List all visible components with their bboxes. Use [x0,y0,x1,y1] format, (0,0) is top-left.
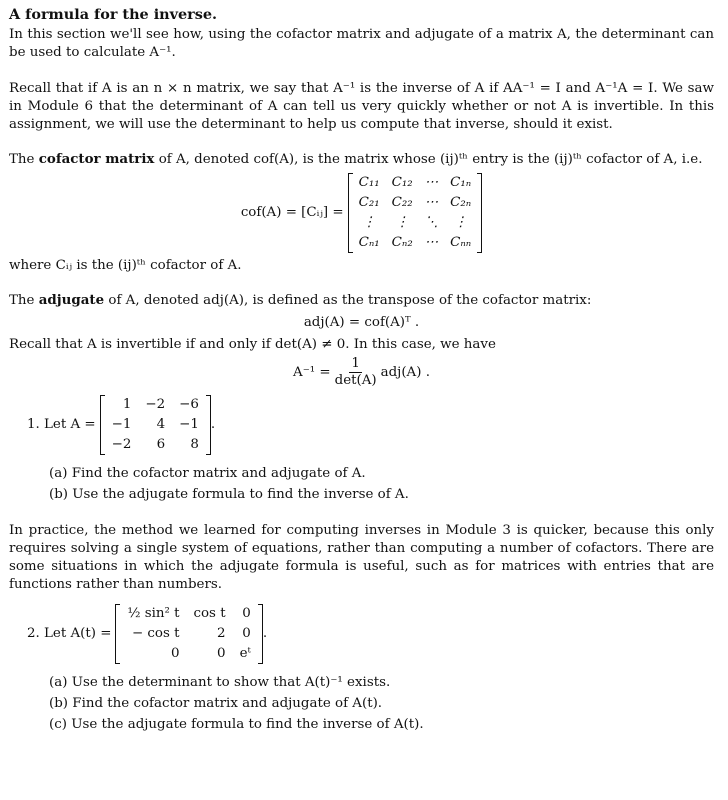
cof-matrix-cell: ⋮ [453,215,468,230]
cof-matrix-row [353,233,478,253]
inverse-formula [9,356,714,389]
q1-matrix-cell: 4 [156,417,166,432]
cof-matrix-row [353,173,478,193]
inv-rhs: adj(A) . [380,364,430,380]
invertible-line: Recall that A is invertible if and only if det(A) ≠ 0. In this case, we have [9,337,496,352]
q2-matrix-row [120,624,257,644]
q1-matrix-cell: −2 [145,397,166,412]
q2-part-b: (b) Find the cofactor matrix and adjugate of A(t). [49,696,383,711]
cofactor-def-prefix: The [9,152,35,167]
cof-matrix-cell: C₂ₙ [450,195,472,210]
adj-term: adjugate [38,292,105,308]
inverse-fraction [333,356,379,389]
q2-matrix-cell: ½ sin² t [127,606,180,621]
q2-matrix-cell: eᵗ [239,646,251,661]
q1-matrix [100,395,211,455]
inv-denominator: det(A) [334,373,377,388]
q1-matrix-cell: 1 [122,397,132,412]
cof-matrix-cell: C₁₂ [391,175,413,190]
q2-matrix-cell: 0 [242,626,251,641]
q1-matrix-row [105,435,206,455]
q1-parts [49,465,714,504]
q1-matrix-cell: −1 [179,417,199,432]
q2-matrix-cell: 2 [217,626,226,641]
cofactor-definition [9,150,714,169]
cof-matrix-cell: ⋯ [424,235,439,250]
q1-matrix-cell: 8 [190,437,199,452]
cof-lhs: cof(A) = [Cᵢⱼ] = [240,205,344,220]
q1-part-a: (a) Find the cofactor matrix and adjugate of A. [49,466,366,481]
q2-lead: 2. Let A(t) = [27,626,112,641]
q1-lead: 1. Let A = [27,417,96,432]
cof-matrix-row [353,193,478,213]
q2-matrix-cell: 0 [217,646,226,661]
cofactor-matrix [348,173,483,253]
cof-matrix-cell: Cₙₙ [450,235,472,250]
q2-parts [49,674,714,734]
recall-paragraph: Recall that if A is an n × n matrix, we say that A⁻¹ is the inverse of A if AA⁻¹ = I and A⁻¹A = I. We saw in Module 6 that the determinant of A can tell us very quickly whether or not A is invertible. In this assignment, we will use the determinant to help us compute that inverse, should it exist. [9,81,714,132]
cofactor-term: cofactor matrix [38,151,155,167]
inv-lhs: A⁻¹ = [293,364,331,380]
adjugate-definition [9,291,714,310]
q1-matrix-cell: −6 [179,397,199,412]
cof-matrix-cell: Cₙ₁ [358,235,380,250]
document [9,6,714,734]
cofactor-def-rest: of A, denoted cof(A), is the matrix whose (ij)ᵗʰ entry is the (ij)ᵗʰ cofactor of A, i.e. [158,152,703,167]
q1-part-b: (b) Use the adjugate formula to find the inverse of A. [49,487,409,502]
question-1 [27,395,714,455]
q1-matrix-row [105,395,206,415]
q1-matrix-row [105,415,206,435]
q2-matrix-row [120,644,257,664]
cof-matrix-cell: C₂₂ [391,195,413,210]
q2-matrix-cell: − cos t [131,626,180,641]
cofactor-equation [9,173,714,253]
q1-end: . [210,417,216,432]
cof-matrix-cell: Cₙ₂ [391,235,413,250]
q2-matrix-row [120,604,257,624]
adj-def-rest: of A, denoted adj(A), is defined as the transpose of the cofactor matrix: [108,293,592,308]
where-line: where Cᵢⱼ is the (ij)ᵗʰ cofactor of A. [9,258,242,273]
section-title: A formula for the inverse. [9,6,217,23]
cof-matrix-row [353,213,478,233]
intro-paragraph: In this section we'll see how, using the cofactor matrix and adjugate of a matrix A, the determinant can be used to calculate A⁻¹. [9,27,714,60]
q1-matrix-cell: −2 [111,437,132,452]
q2-matrix-cell: 0 [170,646,180,661]
q1-matrix-cell: 6 [156,437,166,452]
cof-matrix-cell: C₂₁ [358,195,380,210]
inv-numerator: 1 [351,356,360,371]
adj-def-prefix: The [9,293,35,308]
question-2 [27,604,714,664]
q2-end: . [262,626,268,641]
q2-part-c: (c) Use the adjugate formula to find the inverse of A(t). [49,717,424,732]
practice-paragraph: In practice, the method we learned for computing inverses in Module 3 is quicker, because this only requires solving a single system of equations, rather than computing a number of cofactors. There are some situations in which the adjugate formula is useful, such as for matrices with entries that are functions rather than numbers. [9,523,714,592]
q2-part-a: (a) Use the determinant to show that A(t)⁻¹ exists. [49,675,391,690]
cof-matrix-cell: ⋱ [424,215,439,230]
q1-matrix-cell: −1 [111,417,132,432]
adjugate-equation: adj(A) = cof(A)ᵀ . [303,315,420,330]
cof-matrix-cell: ⋯ [424,175,439,190]
q2-matrix-cell: cos t [193,606,226,621]
q2-matrix [115,604,262,664]
cof-matrix-cell: C₁₁ [358,175,380,190]
cof-matrix-cell: ⋮ [395,215,409,230]
cof-matrix-cell: ⋮ [362,215,376,230]
cof-matrix-cell: C₁ₙ [450,175,472,190]
q2-matrix-cell: 0 [242,606,251,621]
cof-matrix-cell: ⋯ [424,195,439,210]
